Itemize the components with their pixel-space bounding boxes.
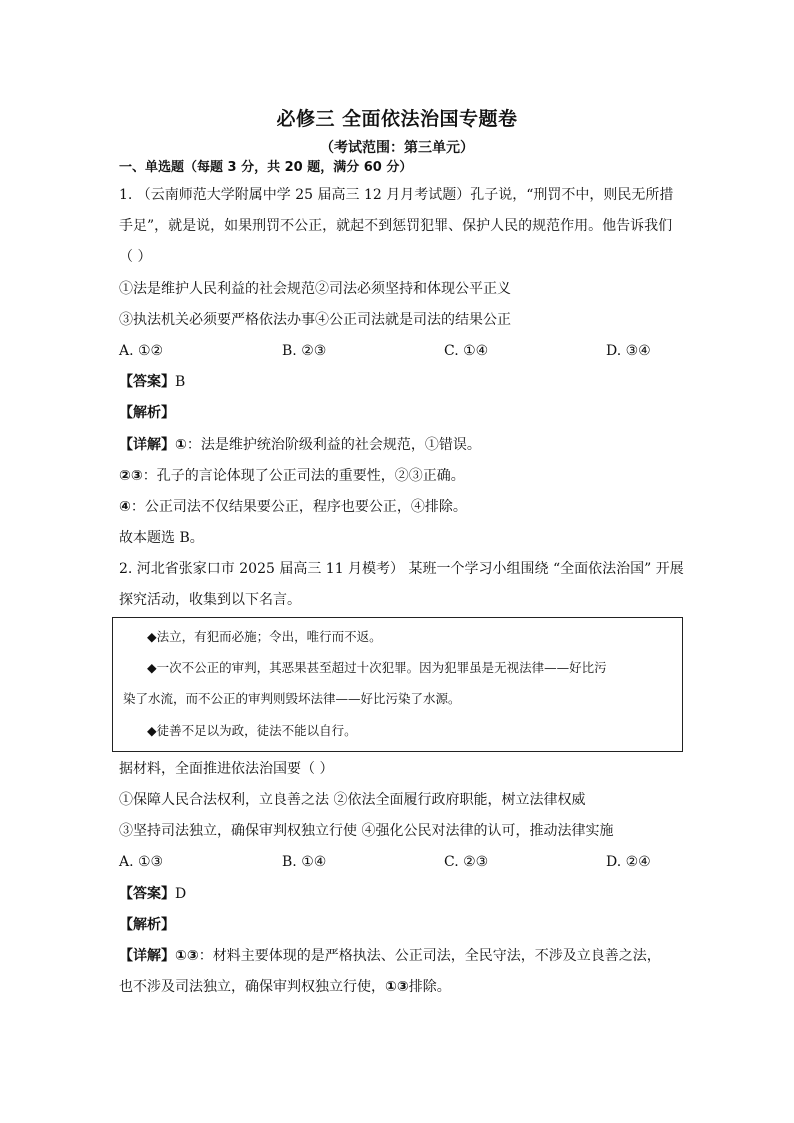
q1-stem-line-3: （ ） bbox=[119, 249, 152, 265]
q1-option-b: B. ②③ bbox=[282, 343, 327, 359]
q1-detail-2 bbox=[119, 466, 465, 486]
q2-analysis-tag: 【解析】 bbox=[119, 917, 175, 933]
q2-stem-line-2: 探究活动，收集到以下名言。 bbox=[119, 592, 301, 608]
q1-conclusion: 故本题选 B。 bbox=[119, 530, 204, 546]
page-title: 必修三 全面依法治国专题卷 bbox=[276, 108, 518, 130]
q2-option-d: D. ②④ bbox=[606, 854, 651, 870]
answer-value: B bbox=[175, 374, 186, 390]
quote-2-line-1: ◆一次不公正的审判，其恶果甚至超过十次犯罪。因为犯罪虽是无视法律——好比污 bbox=[147, 660, 607, 675]
q1-option-d: D. ③④ bbox=[606, 343, 651, 359]
exam-scope: （考试范围：第三单元） bbox=[320, 140, 474, 156]
quote-3: ◆徒善不足以为政，徒法不能以自行。 bbox=[147, 723, 357, 738]
detail-lead: ④ bbox=[119, 499, 131, 515]
q2-option-c: C. ②③ bbox=[444, 854, 489, 870]
q1-stem-line-1: 1. （云南师范大学附属中学 25 届高三 12 月月考试题）孔子说，“刑罚不中，则民无所措 bbox=[119, 187, 674, 203]
q1-statement-1: ①法是维护人民利益的社会规范②司法必须坚持和体现公平正义 bbox=[119, 281, 511, 297]
q1-answer bbox=[119, 372, 185, 392]
q2-option-a: A. ①③ bbox=[119, 854, 164, 870]
q1-statement-2: ③执法机关必须要严格依法办事④公正司法就是司法的结果公正 bbox=[119, 312, 511, 328]
q1-stem-line-2: 手足”，就是说，如果刑罚不公正，就起不到惩罚犯罪、保护人民的规范作用。他告诉我们 bbox=[119, 218, 673, 234]
q1-detail-1 bbox=[119, 435, 481, 455]
q2-statement-1: ①保障人民合法权利，立良善之法 ②依法全面履行政府职能，树立法律权威 bbox=[119, 792, 586, 808]
q2-statement-2: ③坚持司法独立，确保审判权独立行使 ④强化公民对法律的认可，推动法律实施 bbox=[119, 823, 614, 839]
detail-lead: 【详解】① bbox=[119, 437, 187, 453]
answer-value: D bbox=[175, 886, 187, 902]
q2-detail-line-1 bbox=[119, 946, 661, 966]
q2-prompt: 据材料，全面推进依法治国要（ ） bbox=[119, 761, 334, 777]
quote-2-line-2: 染了水流，而不公正的审判则毁坏法律——好比污染了水源。 bbox=[123, 691, 461, 706]
q1-detail-3 bbox=[119, 497, 467, 517]
quote-1: ◆法立，有犯而必施；令出，唯行而不返。 bbox=[147, 629, 382, 644]
section-heading: 一、单选题（每题 3 分，共 20 题，满分 60 分） bbox=[119, 160, 413, 175]
detail-text: 也不涉及司法独立，确保审判权独立行使， bbox=[119, 979, 385, 995]
q2-option-b: B. ①④ bbox=[282, 854, 327, 870]
detail-end: 排除。 bbox=[408, 979, 451, 995]
detail-text: ：法是维护统治阶级利益的社会规范，①错误。 bbox=[186, 437, 481, 453]
detail-text: ：公正司法不仅结果要公正，程序也要公正，④排除。 bbox=[130, 499, 467, 515]
detail-text: ：材料主要体现的是严格执法、公正司法，全民守法，不涉及立良善之法， bbox=[198, 948, 661, 964]
q1-option-c: C. ①④ bbox=[444, 343, 489, 359]
detail-lead: ②③ bbox=[119, 468, 143, 484]
detail-lead: 【详解】①③ bbox=[119, 948, 199, 964]
answer-tag: 【答案】 bbox=[119, 886, 175, 902]
q2-stem-line-1: 2. 河北省张家口市 2025 届高三 11 月模考） 某班一个学习小组围绕 “全面依法治国” 开展 bbox=[119, 561, 684, 577]
answer-tag: 【答案】 bbox=[119, 374, 175, 390]
q2-answer bbox=[119, 884, 186, 904]
detail-bold: ①③ bbox=[385, 979, 409, 995]
q1-analysis-tag: 【解析】 bbox=[119, 405, 175, 421]
q1-option-a: A. ①② bbox=[119, 343, 164, 359]
quote-box bbox=[112, 617, 683, 752]
q2-detail-line-2 bbox=[119, 977, 451, 997]
detail-text: ：孔子的言论体现了公正司法的重要性，②③正确。 bbox=[142, 468, 465, 484]
